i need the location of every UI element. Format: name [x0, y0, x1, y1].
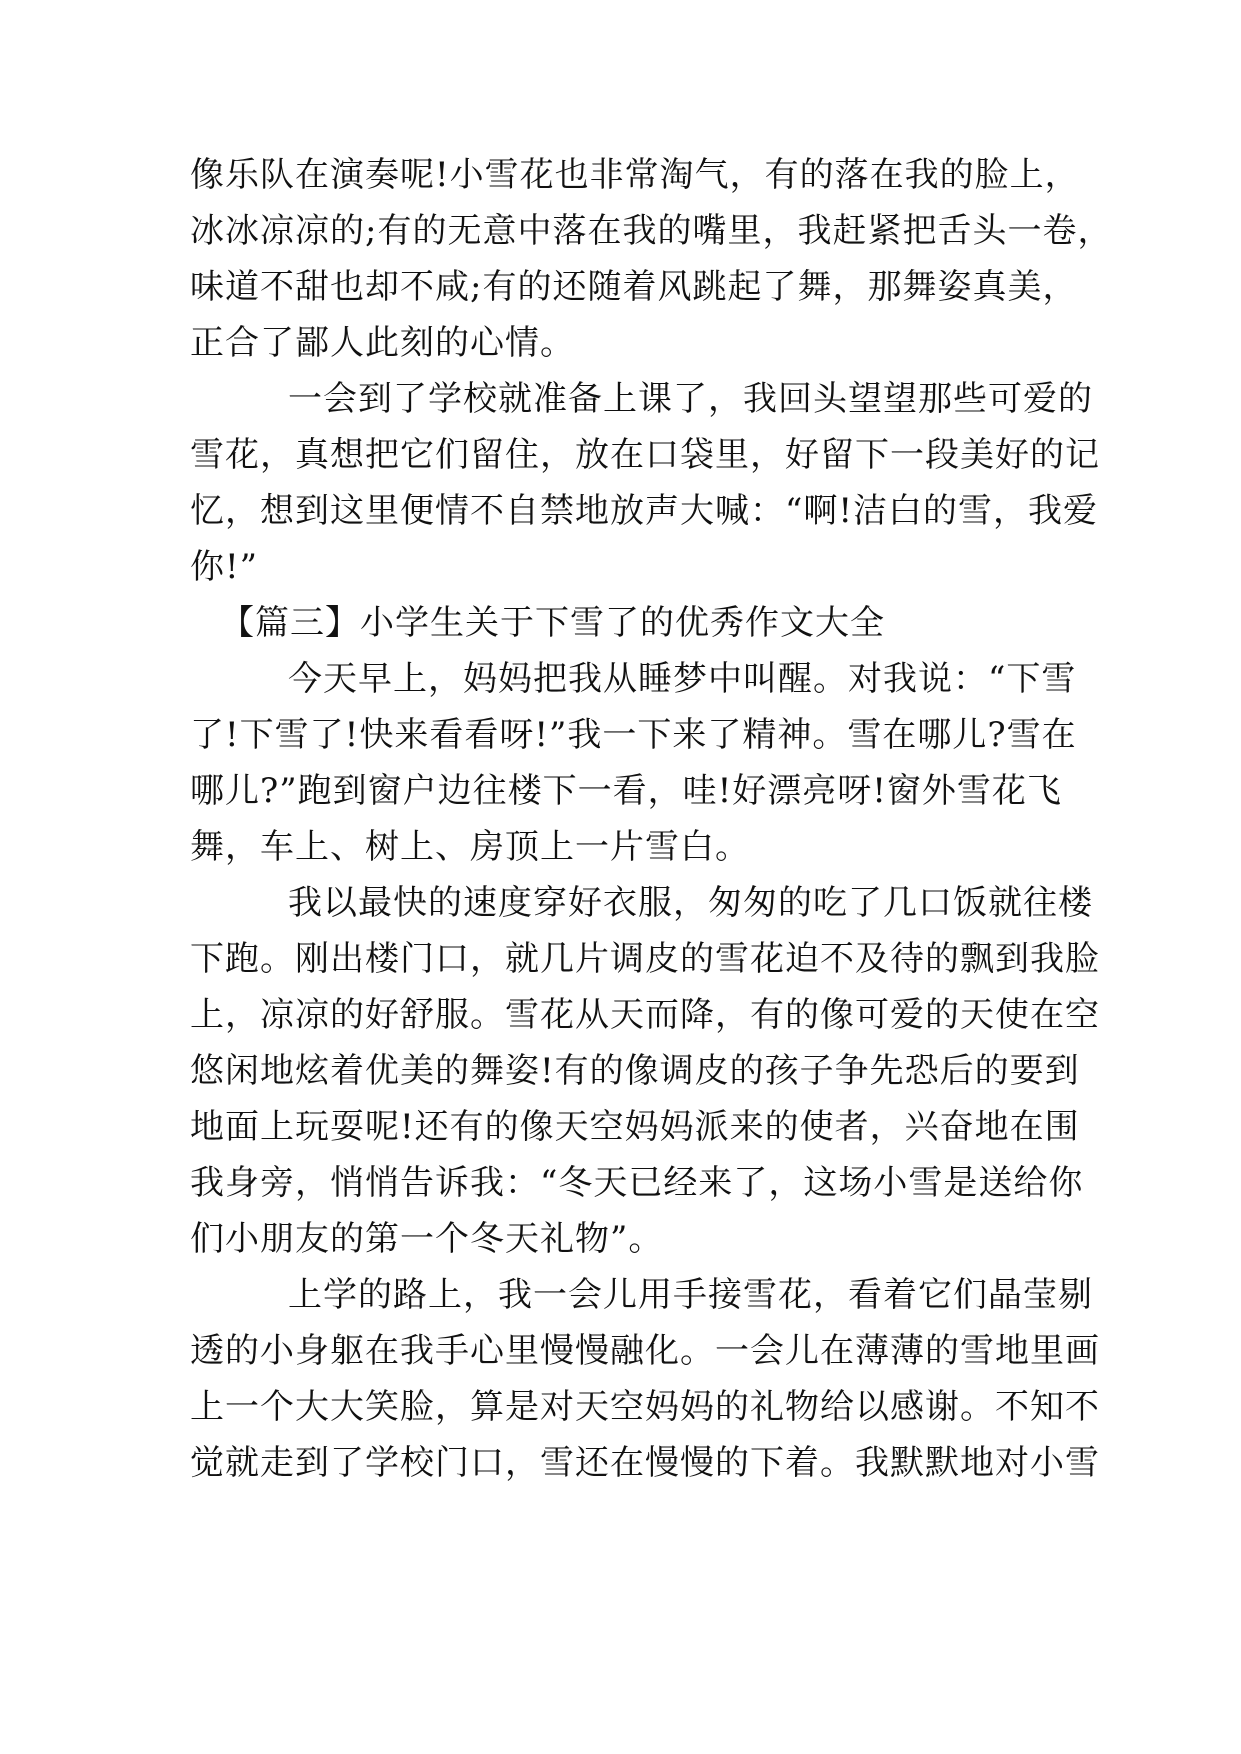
text-line: 悠闲地炫着优美的舞姿!有的像调皮的孩子争先恐后的要到: [190, 1051, 1080, 1091]
paragraph-first-line: 今天早上，妈妈把我从睡梦中叫醒。对我说：“下雪: [288, 659, 1077, 699]
text-line: 冰冰凉凉的;有的无意中落在我的嘴里，我赶紧把舌头一卷，: [190, 211, 1113, 251]
text-line: 上一个大大笑脸，算是对天空妈妈的礼物给以感谢。不知不: [190, 1387, 1100, 1427]
text-line: 舞，车上、树上、房顶上一片雪白。: [190, 827, 750, 867]
text-line: 觉就走到了学校门口，雪还在慢慢的下着。我默默地对小雪: [190, 1443, 1100, 1483]
paragraph-first-line: 一会到了学校就准备上课了，我回头望望那些可爱的: [288, 379, 1093, 419]
text-line: 雪花，真想把它们留住，放在口袋里，好留下一段美好的记: [190, 435, 1100, 475]
text-line: 哪儿?”跑到窗户边往楼下一看，哇!好漂亮呀!窗外雪花飞: [190, 771, 1062, 811]
text-line: 我身旁，悄悄告诉我：“冬天已经来了，这场小雪是送给你: [190, 1163, 1084, 1203]
paragraph-first-line: 我以最快的速度穿好衣服，匆匆的吃了几口饭就往楼: [288, 883, 1093, 923]
text-line: 们小朋友的第一个冬天礼物”。: [190, 1219, 664, 1259]
text-line: 上，凉凉的好舒服。雪花从天而降，有的像可爱的天使在空: [190, 995, 1100, 1035]
text-line: 味道不甜也却不咸;有的还随着风跳起了舞，那舞姿真美，: [190, 267, 1078, 307]
text-line: 正合了鄙人此刻的心情。: [190, 323, 575, 363]
text-line: 透的小身躯在我手心里慢慢融化。一会儿在薄薄的雪地里画: [190, 1331, 1100, 1371]
text-line: 下跑。刚出楼门口，就几片调皮的雪花迫不及待的飘到我脸: [190, 939, 1100, 979]
section-heading: 【篇三】小学生关于下雪了的优秀作文大全: [220, 603, 885, 643]
text-line: 你!”: [190, 547, 259, 587]
paragraph-first-line: 上学的路上，我一会儿用手接雪花，看着它们晶莹剔: [288, 1275, 1093, 1315]
text-line: 了!下雪了!快来看看呀!”我一下来了精神。雪在哪儿?雪在: [190, 715, 1077, 755]
text-line: 忆，想到这里便情不自禁地放声大喊：“啊!洁白的雪，我爱: [190, 491, 1099, 531]
text-line: 像乐队在演奏呢!小雪花也非常淘气，有的落在我的脸上，: [190, 155, 1080, 195]
text-line: 地面上玩耍呢!还有的像天空妈妈派来的使者，兴奋地在围: [190, 1107, 1080, 1147]
